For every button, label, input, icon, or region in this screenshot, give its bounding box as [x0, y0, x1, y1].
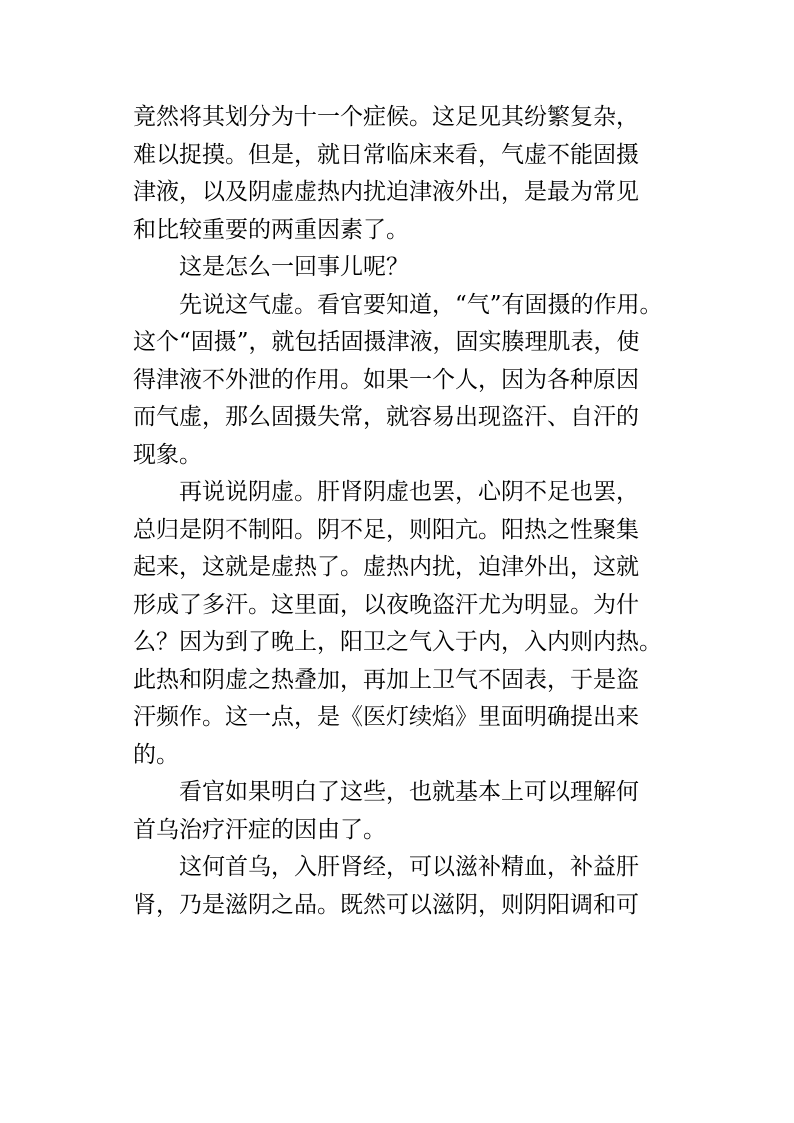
body-text — [133, 99, 673, 924]
text-line: 么？因为到了晚上，阳卫之气入于内，入内则内热。 — [133, 629, 662, 655]
text-line: 形成了多汗。这里面，以夜晚盗汗尤为明显。为什 — [133, 591, 639, 618]
text-line: 津液，以及阴虚虚热内扰迫津液外出，是最为常见 — [133, 179, 639, 205]
text-line: 肾，乃是滋阴之品。既然可以滋阴，则阴阳调和可 — [133, 891, 639, 918]
text-line: 先说这气虚。看官要知道，“气”有固摄的作用。 — [179, 291, 663, 318]
text-line: 起来，这就是虚热了。虚热内扰，迫津外出，这就 — [133, 554, 639, 580]
text-line: 首乌治疗汗症的因由了。 — [133, 816, 386, 843]
text-line: 得津液不外泄的作用。如果一个人，因为各种原因 — [133, 366, 639, 393]
text-line: 这何首乌，入肝肾经，可以滋补精血，补益肝 — [179, 854, 639, 880]
text-line: 难以捉摸。但是，就日常临床来看，气虚不能固摄 — [133, 141, 639, 168]
text-line: 这个“固摄”，就包括固摄津液，固实腠理肌表，使 — [133, 329, 640, 355]
text-line: 此热和阴虚之热叠加，再加上卫气不固表，于是盗 — [133, 666, 639, 693]
text-line: 而气虚，那么固摄失常，就容易出现盗汗、自汗的 — [133, 404, 639, 430]
text-line: 再说说阴虚。肝肾阴虚也罢，心阴不足也罢， — [179, 479, 639, 505]
text-line: 汗频作。这一点，是《医灯续焰》里面明确提出来 — [133, 704, 639, 730]
text-line: 看官如果明白了这些，也就基本上可以理解何 — [179, 779, 639, 805]
text-line: 的。 — [133, 741, 179, 768]
text-line: 竟然将其划分为十一个症候。这足见其纷繁复杂， — [133, 104, 639, 130]
text-line: 这是怎么一回事儿呢？ — [179, 254, 409, 280]
text-line: 总归是阴不制阳。阴不足，则阳亢。阳热之性聚集 — [133, 516, 639, 543]
text-line: 现象。 — [133, 441, 202, 468]
text-line: 和比较重要的两重因素了。 — [133, 216, 409, 243]
